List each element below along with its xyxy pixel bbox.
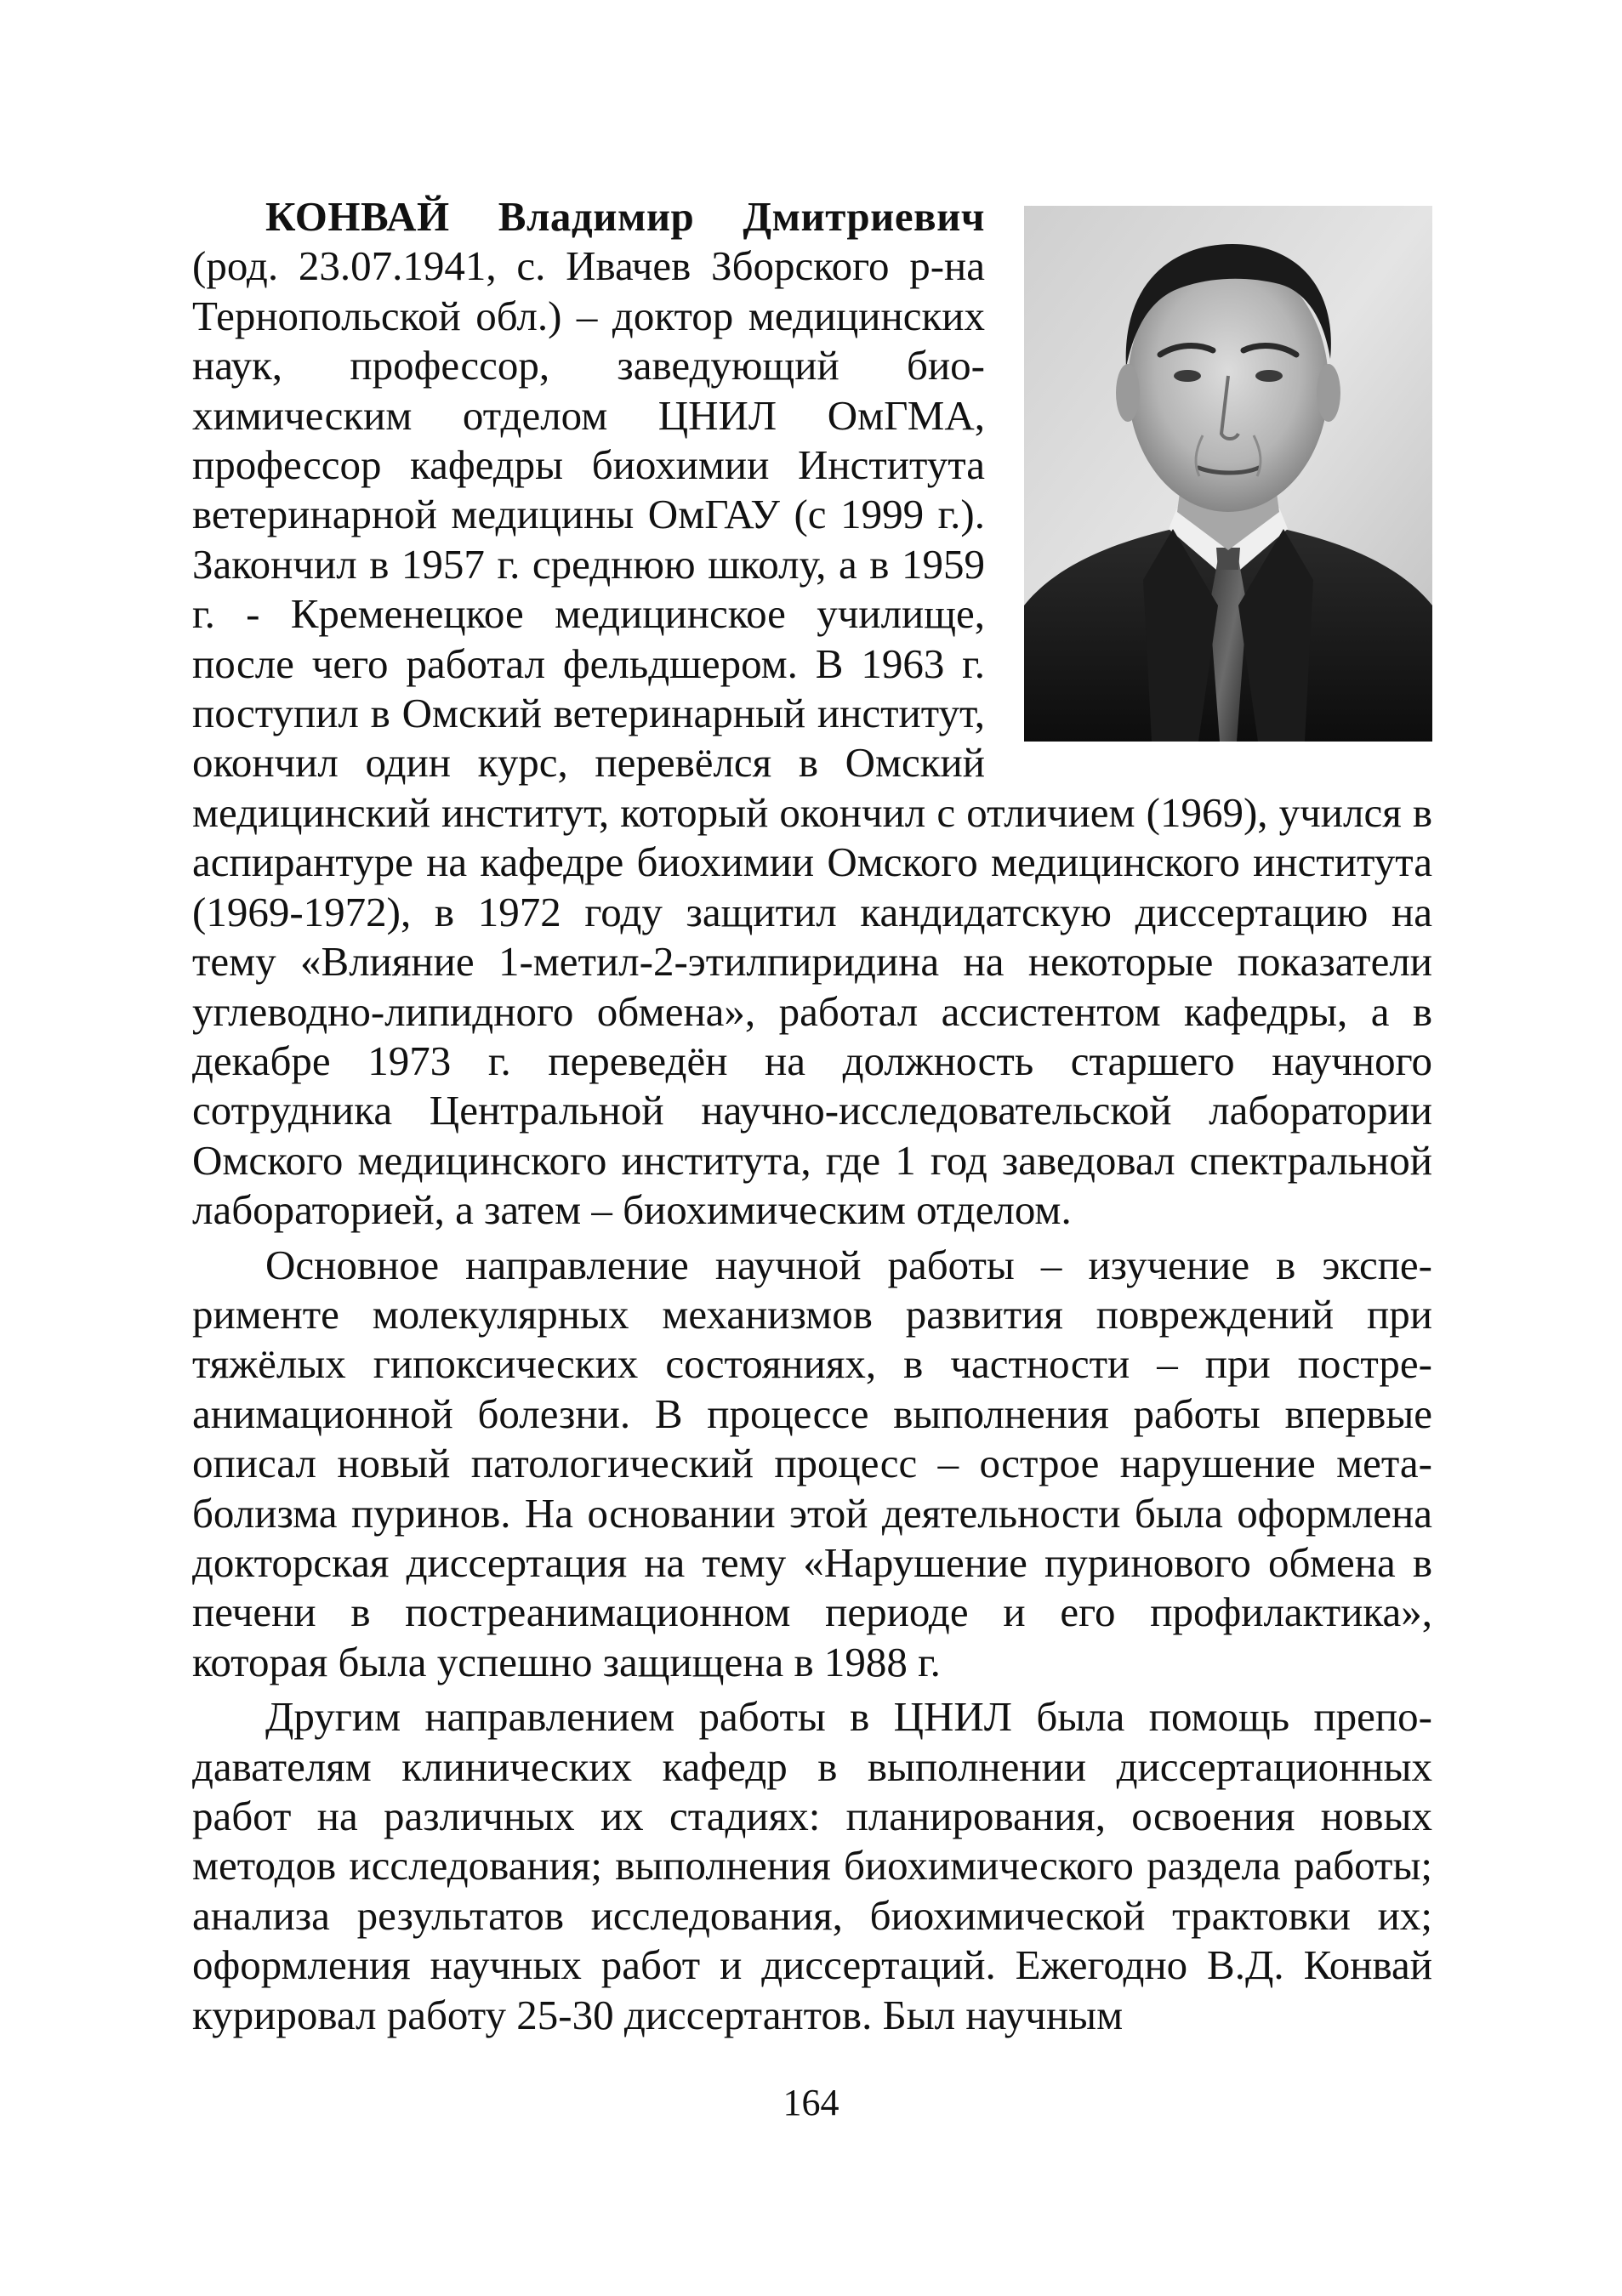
article-body — [192, 192, 1432, 2040]
person-name: КОНВАЙ Владимир Дмитриевич — [265, 193, 985, 240]
paragraph-work: Другим направлением работы в ЦНИЛ была помощь преподавателям клинических кафедр в выполнении диссертационных работ на различных их стадиях: планирования, освоения новых методов исследования; выполнения биохимического раздела работы; анализа результатов исследования, биохимической трактовки их; оформления научных работ и диссертаций. Ежегодно В.Д. Конвай курировал работу 25-30 диссертантов. Был научным — [192, 1693, 1432, 2038]
intro-text: (род. 23.07.1941, с. Ивачев Зборского р-на Тернопольской обл.) – доктор медицинских наук, профессор, заведующий биохимическим отделом ЦНИЛ ОмГМА, профессор кафедры биохимии Института ветеринарной медицины ОмГАУ (с 1999 г.). Закончил в 1957 г. среднюю школу, а в 1959 г. - Кременецкое медицинское училище, после чего работал фельдшером. В 1963 г. поступил в Омский ветеринарный институт, окончил один курс, перевёлся в Омский медицинский институт, который окончил с отличием (1969), учился в аспирантуре на кафедре биохимии Омского медицинского института (1969-1972), в 1972 году защитил кандидатскую диссертацию на тему «Влияние 1-метил-2-этилпиридина на некоторые показатели углеводно-липидного обмена», работал ассистентом кафедры, а в декабре 1973 г. переведён на должность старшего научного сотрудника Центральной научно-исследовательской лаборатории Омского медицинского института, где 1 год заведовал спектральной лабораторией, а затем – биохимическим отделом. — [192, 242, 1432, 1234]
paragraph-research: Основное направление научной работы – изучение в эксперименте молекулярных механизмов развития повреждений при тяжёлых гипоксических состояниях, в частности – при постреанимационной болезни. В процессе выполнения работы впервые описал новый патологический процесс – острое нарушение метаболизма пуринов. На основании этой деятельности была оформлена докторская диссертация на тему «Нарушение пуринового обмена в печени в постреанимационном периоде и его профилактика», которая была успешно защищена в 1988 г. — [192, 1241, 1432, 1685]
portrait-photo — [1024, 206, 1432, 742]
page-number: 164 — [783, 2082, 839, 2123]
